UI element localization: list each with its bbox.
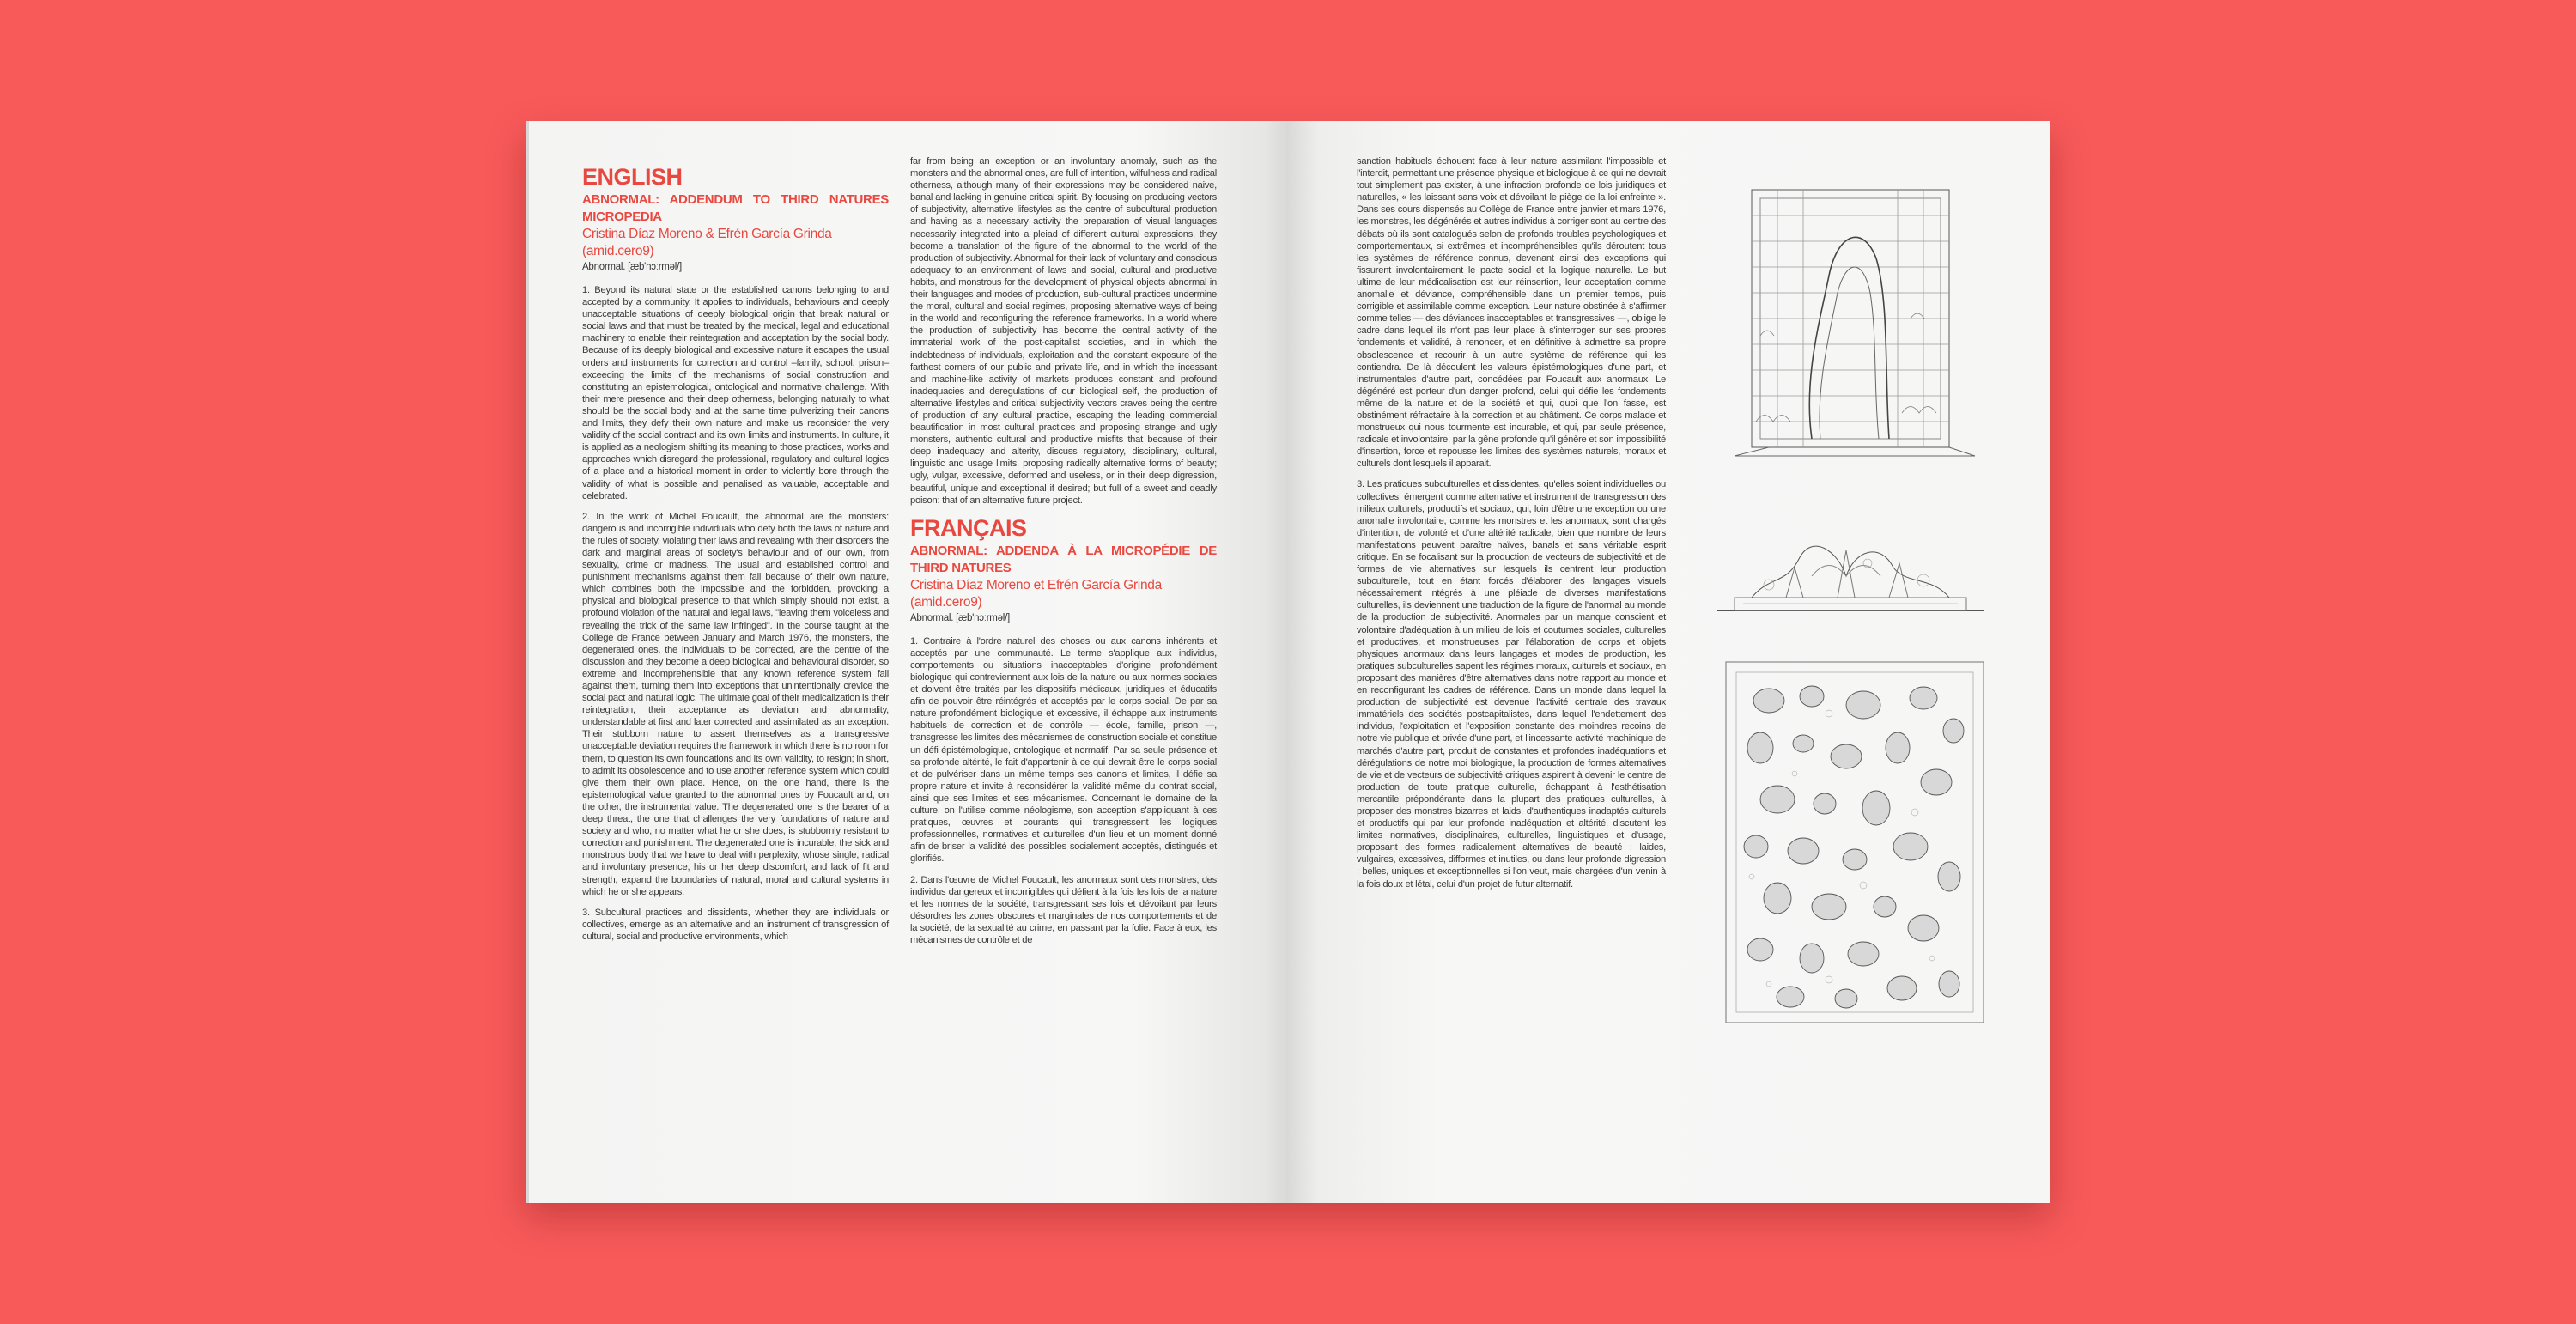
plan-drawing <box>1726 662 1984 1023</box>
subtitle-english: ABNORMAL: ADDENDUM TO THIRD NATURES MICROPEDIA <box>582 192 889 224</box>
subtitle-francais: ABNORMAL: ADDENDA À LA MICROPÉDIE DE THIRD NATURES <box>910 543 1217 575</box>
authors-francais: Cristina Díaz Moreno et Efrén García Grinda <box>910 577 1162 592</box>
phonetic-francais: Abnormal. [æb'nɔːrməl/] <box>910 612 1010 623</box>
left-page <box>526 121 1288 1203</box>
drawings-column <box>1717 164 1992 1108</box>
paragraph: 3. Les pratiques subculturelles et dissidentes, qu'elles soient individuelles ou collectives, émergent comme alternative et instrument de transgression des milieux culturels, productifs et sociaux, qui, loin d'être une exception ou une anomalie involontaire, comme les monstres et les anormaux, sont chargés d'intention, de volonté et d'une altérité radicale, bien que nombre de leurs manifestations peuvent paraître naïves, banals et sans véritable esprit critique. En se focalisant sur la production de vecteurs de subjectivité et de formes de vie alternatives sur lesquels ils centrent leur production subculturelle, tout en étant forcés d'élaborer des langages visuels nécessairement intégrés à une pléiade de diverses manifestations culturelles, ils deviennent une traduction de la figure de l'anormal au monde de la production de subjectivité. Anormales par un manque conscient et volontaire d'adéquation à un milieu de lois et coutumes sociales, culturelles et productives, et monstrueuses par l'élaboration de corps et objets physiques anormaux dans leurs langages et modes de production, les pratiques subculturelles sapent les régimes moraux, culturels et sociaux, en proposant des manières d'être alternatives dans notre rapport au monde et en reconfigurant les cadres de référence. Dans un monde dans lequel la production de subjectivité est devenue l'activité centrale des travaux immatériels des sociétés postcapitalistes, dans lequel l'endettement des individus, l'exploitation et l'exposition constante des moindres recoins de notre vie publique et privée d'une part, et l'incessante activité machinique de marchés d'autre part, produit de constantes et profondes inadéquations et dérégulations de notre moi biologique, la production de formes alternatives de vie et de vecteurs de subjectivité critiques aspirent à devenir le centre de production de toute pratique culturelle, échappant à l'esthétisation mercantile prépondérante dans la plupart des pratiques culturelles, à proposer des monstres bizarres et laids, d'authentiques inadaptés culturels et productifs qui par leur profonde inadéquation et altérité, discutent les limites normatives, disciplinaires, culturelles, linguistiques et d'usage, proposant des formes radicalement alternatives de beauté : laides, vulgaires, excessives, difformes et inutiles, ou dans leur profonde digression : belles, uniques et exceptionnelles si l'on veut, mais chargées d'un venin à la fois doux et létal, celui d'un projet de futur alternatif. <box>1357 479 1666 890</box>
studio-english: (amid.cero9) <box>582 244 654 258</box>
column-english-fr <box>910 155 1217 955</box>
column-francais <box>1357 155 1666 899</box>
paragraph: 2. In the work of Michel Foucault, the abnormal are the monsters: dangerous and incorrigible individuals who defy both the laws of nature and the rules of society, violating their laws and revealing with their disorders the dark and marginal areas of society's behaviour and of our own, from sexuality, crime or madness. The usual and established control and punishment mechanisms against them fail because of their own nature, which combines both the impossible and the forbidden, provoking a physical and biological presence to that which simply should not exist, a profound violation of the natural and legal laws, "leaving them voiceless and revealing the trick of the same law infringed". In the course taught at the College de France between January and March 1976, the monsters, the degenerated ones, the individuals to be corrected, are the centre of the discussion and they become a deep biological and behavioural disorder, so extreme and incomprehensible that any known reference system fail against them, turning them into exceptions that unintentionally crevice the social pact and natural logic. The ultimate goal of their medicalization is their reintegration, their acceptance as deviation and abnormality, understandable at first and later corrected and assimilated as an exception. Their stubborn nature to assert themselves as a transgressive unacceptable deviation requires the framework in which there is no room for them, to question its own foundations and its own validity, to resign; in short, to admit its obsolescence and to use another reference system which could give them their own place. Hence, on the one hand, there is the epistemological value granted to the abnormal ones by Foucault and, on the other, the instrumental value. The degenerated one is the bearer of a deep threat, the one that challenges the very foundations of nature and society and who, no matter what he or she does, is stubbornly resistant to correction and punishment. The degenerated one is incurable, the sick and monstrous body that we have to deal with perplexity, whose single, radical and involuntary presence, his or her deep discomfort, and lack of fit and strength, expand the boundaries of natural, moral and cultural systems in which he or she appears. <box>582 511 890 897</box>
right-page <box>1288 121 2050 1203</box>
paragraph: far from being an exception or an involuntary anomaly, such as the monsters and the abnormal ones, are full of intention, wilfulness and radical otherness, although many of their expressions may be considered naive, banal and lacking in genuine critical spirit. By focusing on producing vectors of subjectivity, alternative lifestyles as the centre of subcultural production and having as a necessary activity the preparation of visual languages necessarily integrated into a pleiad of different cultural expressions, they become a translation of the figure of the abnormal to the world of the production of subjectivity. Abnormal for their lack of voluntary and conscious adequacy to an environment of laws and social, cultural and productive habits, and monstrous for the development of physical objects abnormal in their languages and modes of production, sub-cultural practices undermine the moral, cultural and social regimes, proposing alternative ways of being in the world and reconfiguring the reference frameworks. In a world where the production of subjectivity has become the central activity of the immaterial work of the post-capitalist societies, and in which the indebtedness of individuals, exploitation and the constant exposure of the farthest corners of our public and private life, and in which the incessant and machine-like activity of markets produces constant and profound inadequacies and deregulations of our biological self, the production of alternative lifestyles and critical subjectivity vectors craves being the centre of production of any cultural practice, escaping the leading commercial beautification in most cultural practices and proposing strange and ugly monsters, authentic cultural and productive misfits that because of their deep inadequacy and alterity, discuss regulatory, disciplinary, cultural, linguistic and usage limits, proposing radically alternative forms of beauty; ugly, vulgar, excessive, deformed and useless, or in their deep digression, beautiful, unique and exceptional if desired; but full of a sweet and deadly poison: that of an alternative future project. <box>910 156 1217 506</box>
paragraph: 1. Contraire à l'ordre naturel des choses ou aux canons inhérents et acceptés par une communauté. Le terme s'applique aux individus, comportements ou situations inacceptables d'origine profondément biologique qui contreviennent aux lois de la nature ou aux normes sociales et doivent être traités par les dispositifs médicaux, juridiques et éducatifs afin de pouvoir être réintégrés et acceptés par le corps social. De par sa nature profondément biologique et excessive, il échappe aux instruments habituels de correction et de contrôle — école, famille, prison —, transgresse les limites des mécanismes de construction sociale et constitue un défi épistémologique, ontologique et normatif. Par sa seule présence et sa profonde altérité, le fait d'appartenir à ce qui devrait être le corps social et de pulvériser dans un même temps ses canons et limites, il défie sa propre nature et invite à reconsidérer la validité même du contrat social, ainsi que ses limites et ses mécanismes. Concernant le domaine de la culture, on l'utilise comme néologisme, son acception s'appliquant à ces pratiques, œuvres et courants qui transgressent les logiques professionnelles, normatives et culturelles d'un lieu et un moment donné afin de briser la validité des possibles socialement acceptés, distingués et glorifiés. <box>910 635 1217 865</box>
column-english <box>582 155 889 951</box>
heading-francais: FRANÇAIS <box>910 514 1027 541</box>
section-drawing <box>1735 190 1975 456</box>
phonetic-english: Abnormal. [æb'nɔːrməl/] <box>582 262 682 272</box>
elevation-drawing <box>1717 546 1984 610</box>
heading-english: ENGLISH <box>582 164 683 190</box>
paragraph: 3. Subcultural practices and dissidents, whether they are individuals or collectives, emerge as an alternative and an instrument of transgression of cultural, social and productive environments, which <box>582 907 889 942</box>
page-edge <box>526 121 529 1203</box>
studio-francais: (amid.cero9) <box>910 594 982 610</box>
paragraph: sanction habituels échouent face à leur nature assimilant l'impossible et l'interdit, permettant une présence physique et biologique à ce qui ne devrait tout simplement pas exister, à une infraction profonde de lois juridiques et naturelles, « les laissant sans voix et dévoilant le piège de la loi enfreinte ». Dans ses cours dispensés au Collège de France entre janvier et mars 1976, les monstres, les dégénérés et autres individus à corriger sont au centre des débats où ils sont catalogués selon de profonds troubles psychologiques et comportementaux, si extrêmes et incompréhensibles qu'ils déroutent tous les systèmes de référence connus, devenant ainsi des exceptions qui fissurent involontairement le pacte social et la logique naturelle. Le but ultime de leur médicalisation est leur réinsertion, leur acceptation comme anomalie et déviance, compréhensible dans un premier temps, puis corrigible et assimilable comme exception. Leur nature obstinée à s'affirmer comme telles — des déviances inacceptables et transgressives —, oblige le cadre dans lequel ils n'ont pas leur place à s'interroger sur ses propres fondements et validité, à renoncer, et en définitive à admettre sa propre obsolescence et recourir à un autre système de référence qui les contiendra. De là découlent les valeurs épistémologiques d'une part, et instrumentales d'autre part, concédées par Foucault aux anormaux. Le dégénéré est porteur d'un danger profond, celui qui défie les fondements même de la nature et de la société et qui, quoi que l'on fasse, est obstinément réfractaire à la correction et au châtiment. Ce corps malade et monstrueux qui nous tourmente est incurable, et qui, par seule présence, radicale et involontaire, par la gêne profonde qu'il génère et son impossibilité d'insertion, force et repousse les limites des systèmes naturels, moraux et culturels dont lesquels il apparait. <box>1357 156 1666 470</box>
authors-english: Cristina Díaz Moreno & Efrén García Grinda <box>582 227 832 241</box>
paragraph: 2. Dans l'œuvre de Michel Foucault, les anormaux sont des monstres, des individus dangereux et incorrigibles qui défient à la fois les lois de la nature et les normes de la société, transgressant ses lois et dévoilant par leurs désordres les zones obscures et marginales de nos comportements et de la société, de la sexualité au crime, en passant par la folie. Face à eux, les mécanismes de contrôle et de <box>910 874 1217 945</box>
paragraph: 1. Beyond its natural state or the established canons belonging to and accepted by a community. It applies to individuals, behaviours and deeply unacceptable situations of deeply biological origin that break natural or social laws and that must be treated by the medical, legal and educational machinery to enable their reintegration and acceptation by the social body. Because of its deeply biological and excessive nature it escapes the usual orders and instruments for correction and control –family, school, prison– exceeding the limits of the mechanisms of social construction and constituting an epistemological, ontological and normative challenge. With their mere presence and their deep otherness, belonging naturally to what should be the social body and at the same time pulverizing their canons and limits, they defy their own nature and make us reconsider the very validity of the social contract and its own limits and instruments. In culture, it is applied as a neologism shifting its meaning to those practices, works and approaches which disregard the professional, regulatory and cultural logics of a place and a historical moment in order to violently bore through the validity of what is possible and penalised as valuable, acceptable and celebrated. <box>582 285 889 501</box>
magazine-spread <box>526 121 2050 1203</box>
